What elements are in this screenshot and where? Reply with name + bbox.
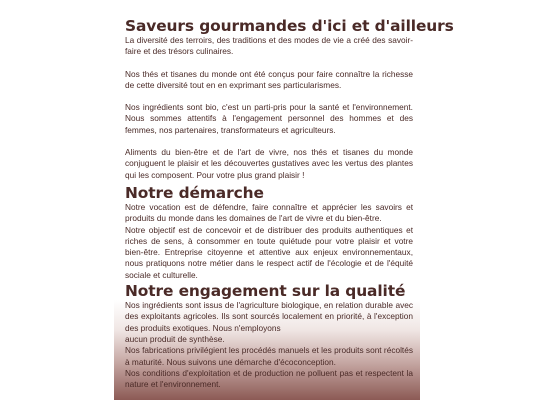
paragraph: Notre objectif est de concevoir et de distribuer des produits authentiques et riches de sens, à consommer en toute quiétude pour votre plaisir et votre bien-être. Entreprise citoyenne et attentive aux enjeux environnementaux, nous pratiquons notre métier dans le respect actif de l'écologie et de l'équité sociale et culturelle. [125,224,413,280]
paragraph: Nos conditions d'exploitation et de production ne polluent pas et respectent la nature et l'environnement. [125,367,413,390]
paragraph: Nos thés et tisanes du monde ont été conçus pour faire connaître la richesse de cette diversité tout en en exprimant ses particularismes. [125,68,413,90]
paragraph: Nos fabrications privilégient les procédés manuels et les produits sont récoltés à maturité. Nous suivons une démarche d'écoconception. [125,345,413,367]
heading-engagement: Notre engagement sur la qualité [125,282,406,301]
paragraph: Notre vocation est de défendre, faire connaître et apprécier les savoirs et produits du monde dans les domaines de l'art de vivre et du bien-être. [125,201,413,224]
heading-demarche: Notre démarche [125,183,264,202]
document-page [114,0,454,400]
document-content [125,17,454,390]
heading-saveurs: Saveurs gourmandes d'ici et d'ailleurs [125,17,454,35]
paragraph: aucun produit de synthèse. [125,333,225,344]
paragraph: Nos ingrédients sont bio, c'est un parti-pris pour la santé et l'environnement. Nous sommes attentifs à l'engagement personnel des hommes et des femmes, nos partenaires, transformateurs et agriculteurs. [125,102,413,135]
paragraph: La diversité des terroirs, des traditions et des modes de vie a créé des savoir-faire et des trésors culinaires. [125,35,413,57]
paragraph: Aliments du bien-être et de l'art de vivre, nos thés et tisanes du monde conjuguent le plaisir et les découvertes gustatives avec les vertus des plantes qui les composent. Pour votre plus grand plaisir ! [125,147,413,180]
paragraph: Nos ingrédients sont issus de l'agriculture biologique, en relation durable avec des exploitants agricoles. Ils sont sourcés localement en priorité, à l'exception des produits exotiques. Nous n'employons [125,300,413,333]
